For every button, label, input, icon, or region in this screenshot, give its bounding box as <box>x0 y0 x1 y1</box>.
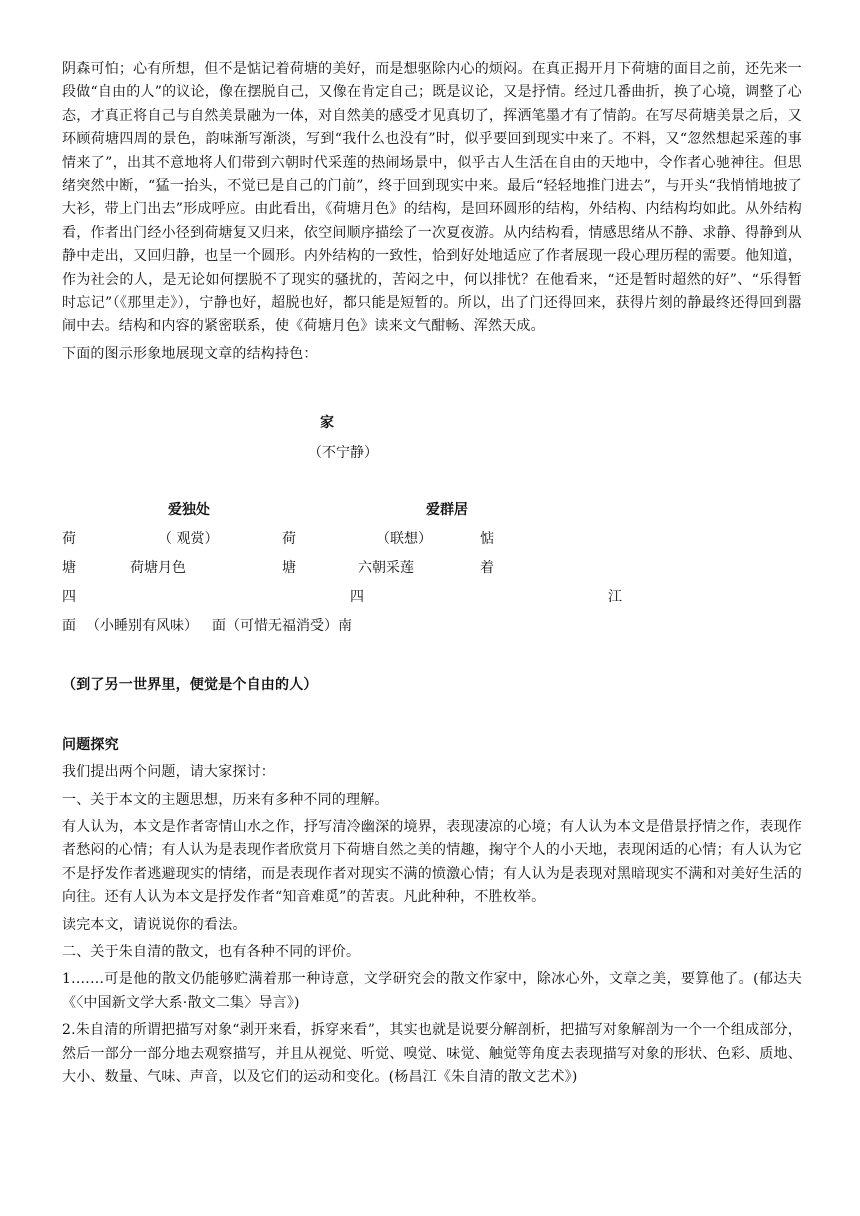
diagram-mid-char: 塘 <box>282 560 296 577</box>
diagram-intro: 下面的图示形象地展现文章的结构持色： <box>62 345 318 362</box>
diagram-nap: （小睡别有风味） <box>86 618 198 635</box>
body-paragraph: 阴森可怕；心有所想，但不是惦记着荷塘的美好，而是想驱除内心的烦闷。在真正揭开月下荷塘的面目之前，还先来一段做“自由的人”的议论，像在摆脱自己，又像在肯定自己；既是议论，又是抒情。经过几番曲折，换了心境，调整了心态，才真正将自己与自然美景融为一体，对自然美的感受才见真切了，挥洒笔墨才有了情韵。在写尽荷塘美景之后，又环顾荷塘四周的景色，韵味渐写渐淡，写到“我什么也没有”时，似乎要回到现实中来了。不料，又“忽然想起采莲的事情来了”，出其不意地将人们带到六朝时代采莲的热闹场景中，似乎古人生活在自由的天地中，令作者心驰神往。但思绪突然中断，“猛一抬头，不觉已是自己的门前”，终于回到现实中来。最后“轻轻地推门进去”，与开头“我悄悄地披了大衫，带上门出去”形成呼应。由此看出，《荷塘月色》的结构，是回环圆形的结构，外结构、内结构均如此。从外结构看，作者出门经小径到荷塘复又归来，依空间顺序描绘了一次夏夜游。从内结构看，情感思绪从不静、求静、得静到从静中走出，又回归静，也呈一个圆形。内外结构的一致性，恰到好处地适应了作者展现一段心理历程的需要。他知道，作为社会的人，是无论如何摆脱不了现实的骚扰的，苦闷之中，何以排忧？在他看来，“还是暂时超然的好”、“乐得暂时忘记”（《那里走》），宁静也好，超脱也好，都只能是短暂的。所以，出了门还得回来，获得片刻的静最终还得回到嚣闹中去。结构和内容的紧密联系，使《荷塘月色》读来文气酣畅、浑然天成。 <box>62 61 802 335</box>
diagram-association: （联想） <box>376 531 432 548</box>
question-2-item-2: 2.朱自清的所谓把描写对象“剥开来看，拆穿来看”，其实也就是说要分解剖析，把描写对象解剖为一个一个组成部分，然后一部分一部分地去观察描写，并且从视觉、听觉、嗅觉、味觉、触觉等角度去表现描写对象的形状、色彩、质地、大小、数量、气味、声音，以及它们的运动和变化。(杨昌江《朱自清的散文艺术》) <box>62 1022 802 1085</box>
question-1-text: 有人认为，本文是作者寄情山水之作，抒写清冷幽深的境界，表现凄凉的心境；有人认为本文是借景抒情之作，表现作者愁闷的心情；有人认为是表现作者欣赏月下荷塘自然之美的情趣，掬守个人的小天地，表现闲适的心情；有人认为它不是抒发作者逃避现实的情绪，而是表现作者对现实不满的愤激心情；有人认为是表现对黑暗现实不满和对美好生活的向往。还有人认为本文是抒发作者“知音难觅”的苦衷。凡此种种，不胜枚举。 <box>62 818 802 906</box>
question-2-title: 二、关于朱自清的散文，也有各种不同的评价。 <box>62 943 361 960</box>
diagram-right-char: 着 <box>480 560 494 577</box>
diagram-freedom: （到了另一世界里，便觉是个自由的人） <box>62 677 318 694</box>
diagram-moonlight: 荷塘月色 <box>130 560 186 577</box>
diagram-crowd: 爱群居 <box>426 502 468 519</box>
section-title: 问题探究 <box>62 736 119 753</box>
question-2-item-1: 1.……可是他的散文仍能够贮满着那一种诗意，文学研究会的散文作家中，除冰心外，文章之美，要算他了。(郁达夫《〈中国新文学大系·散文二集〉导言》) <box>62 971 802 1011</box>
diagram-left-char: 荷 <box>62 531 76 548</box>
diagram-six-dynasties: 六朝采莲 <box>358 560 414 577</box>
structure-diagram <box>62 366 802 666</box>
diagram-river: 江 <box>608 589 622 606</box>
inquiry-intro: 我们提出两个问题，请大家探讨： <box>62 764 275 781</box>
diagram-left-char: 塘 <box>62 560 76 577</box>
diagram-solitude: 爱独处 <box>168 502 210 519</box>
diagram-mid-char: 面（可惜无福消受）南 <box>212 618 352 635</box>
diagram-home-note: （不宁静） <box>308 445 378 462</box>
diagram-right-char: 惦 <box>480 531 494 548</box>
inquiry-section <box>62 761 802 1089</box>
question-1-title: 一、关于本文的主题思想，历来有多种不同的理解。 <box>62 791 389 808</box>
diagram-viewing: （ 观赏） <box>158 531 219 548</box>
question-1-prompt: 读完本文，请说说你的看法。 <box>62 916 247 933</box>
diagram-mid-char: 四 <box>350 589 364 606</box>
document-page <box>62 58 802 1089</box>
diagram-mid-char: 荷 <box>282 531 296 548</box>
diagram-left-char: 面 <box>62 618 76 635</box>
diagram-home: 家 <box>320 415 334 432</box>
diagram-left-char: 四 <box>62 589 76 606</box>
